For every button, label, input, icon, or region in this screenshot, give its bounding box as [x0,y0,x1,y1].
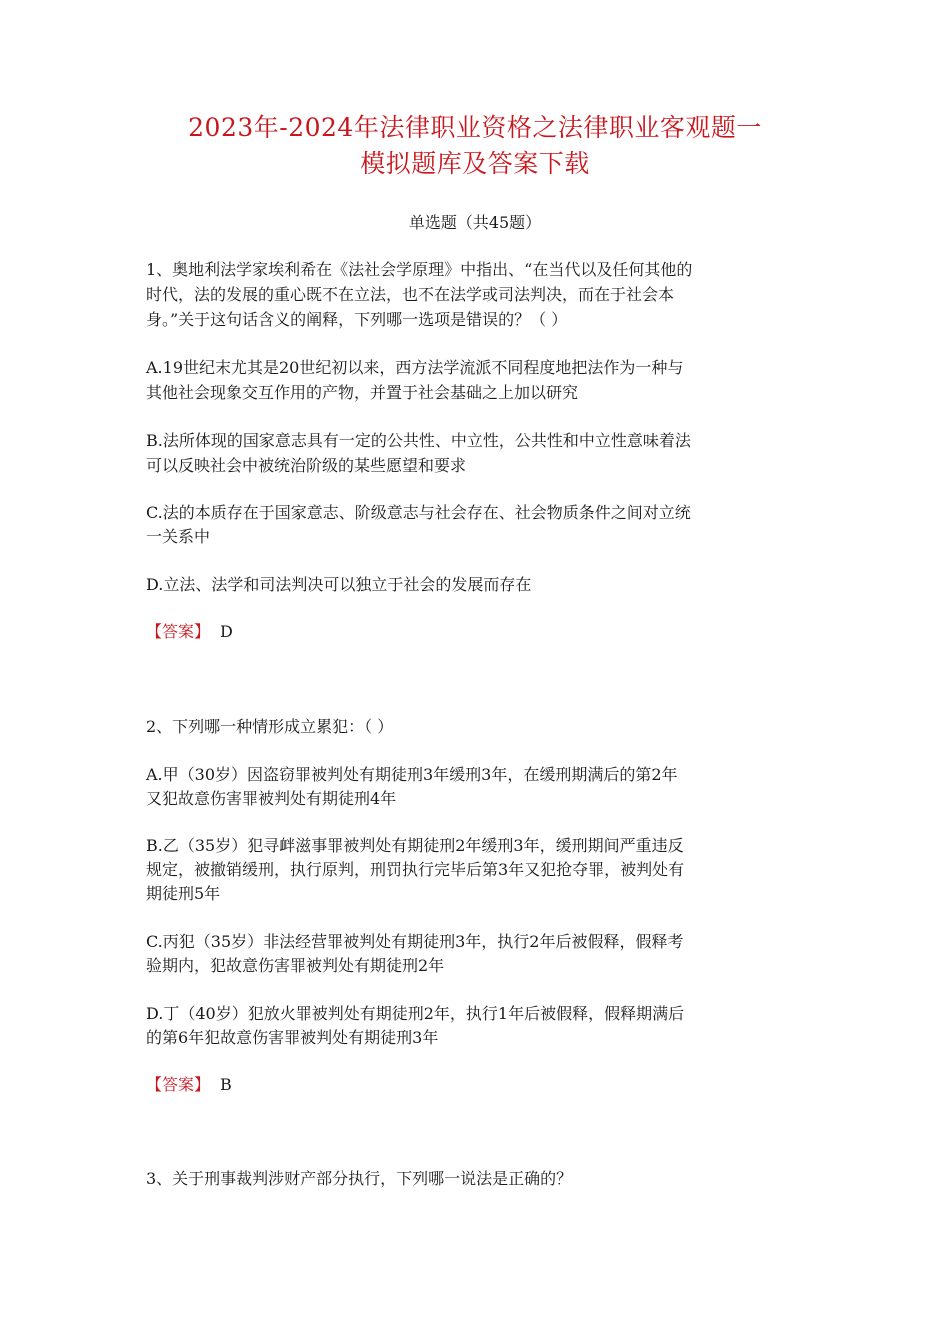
question-1-option-b-line-2: 可以反映社会中被统治阶级的某些愿望和要求 [146,456,467,475]
question-2-option-d-line-2: 的第6年犯故意伤害罪被判处有期徒刑3年 [146,1028,439,1047]
answer-value: D [220,622,233,641]
question-1-option-d-line-1: D.立法、法学和司法判决可以独立于社会的发展而存在 [146,575,532,594]
question-2-option-a-line-2: 又犯故意伤害罪被判处有期徒刑4年 [146,789,397,808]
question-2-option-c-line-1: C.丙犯（35岁）非法经营罪被判处有期徒刑3年，执行2年后被假释，假释考 [146,932,684,951]
question-1-stem-line-1: 1、奥地利法学家埃利希在《法社会学原理》中指出、“在当代以及任何其他的 [146,260,693,279]
answer-value: B [220,1075,232,1094]
document-title-line-1: 2023年-2024年法律职业资格之法律职业客观题一 [188,113,762,142]
document-title-line-2: 模拟题库及答案下载 [360,149,590,178]
question-2-stem-line-1: 2、下列哪一种情形成立累犯：（ ） [146,717,394,736]
question-1-stem-line-2: 时代，法的发展的重心既不在立法，也不在法学或司法判决，而在于社会本 [146,285,675,304]
question-3-stem-line-1: 3、关于刑事裁判涉财产部分执行，下列哪一说法是正确的？ [146,1169,573,1188]
question-2-option-c-line-2: 验期内，犯故意伤害罪被判处有期徒刑2年 [146,956,445,975]
question-1-option-b-line-1: B.法所体现的国家意志具有一定的公共性、中立性，公共性和中立性意味着法 [146,431,691,450]
answer-label: 【答案】 [146,622,211,641]
question-2-option-d-line-1: D.丁（40岁）犯放火罪被判处有期徒刑2年，执行1年后被假释，假释期满后 [146,1004,685,1023]
section-heading: 单选题（共45题） [408,213,542,232]
question-2-option-a-line-1: A.甲（30岁）因盗窃罪被判处有期徒刑3年缓刑3年，在缓刑期满后的第2年 [146,765,678,784]
question-1-option-a-line-2: 其他社会现象交互作用的产物，并置于社会基础之上加以研究 [146,383,579,402]
question-2-option-b-line-1: B.乙（35岁）犯寻衅滋事罪被判处有期徒刑2年缓刑3年，缓刑期间严重违反 [146,836,684,855]
question-2-option-b-line-3: 期徒刑5年 [146,884,221,903]
question-1-stem-line-3: 身。”关于这句话含义的阐释，下列哪一选项是错误的？（ ） [146,310,568,329]
question-1-option-c-line-2: 一关系中 [146,527,211,546]
question-1-answer [146,620,826,644]
question-2-option-b-line-2: 规定，被撤销缓刑，执行原判，刑罚执行完毕后第3年又犯抢夺罪，被判处有 [146,860,685,879]
question-1-option-c-line-1: C.法的本质存在于国家意志、阶级意志与社会存在、社会物质条件之间对立统 [146,503,691,522]
question-2-answer [146,1073,826,1097]
question-1-option-a-line-1: A.19世纪末尤其是20世纪初以来，西方法学流派不同程度地把法作为一种与 [146,358,684,377]
answer-label: 【答案】 [146,1075,211,1094]
